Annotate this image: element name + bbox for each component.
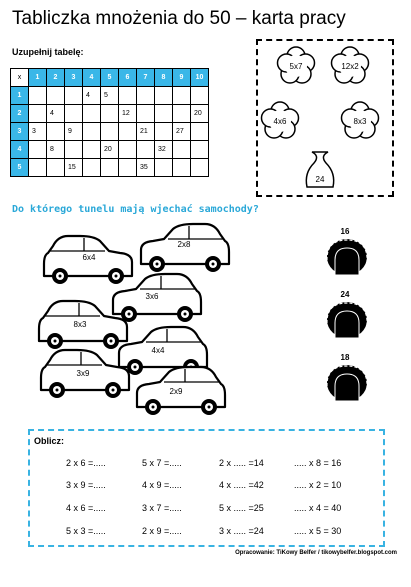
- col-header: 1: [29, 69, 47, 87]
- table-cell[interactable]: [119, 159, 137, 177]
- row-header: 5: [11, 159, 29, 177]
- table-cell[interactable]: [65, 141, 83, 159]
- table-cell[interactable]: [65, 87, 83, 105]
- table-cell[interactable]: 20: [101, 141, 119, 159]
- table-cell[interactable]: [101, 159, 119, 177]
- car-label: 4x4: [151, 346, 165, 355]
- multiplication-table: [10, 68, 209, 177]
- table-cell[interactable]: 9: [65, 123, 83, 141]
- table-row: [11, 123, 209, 141]
- table-cell[interactable]: [83, 159, 101, 177]
- exercise-item[interactable]: 2 x 6 =.....: [66, 458, 106, 468]
- table-cell[interactable]: [191, 159, 209, 177]
- row-header: 2: [11, 105, 29, 123]
- exercise-item[interactable]: ..... x 5 = 30: [294, 526, 342, 536]
- col-header: 7: [137, 69, 155, 87]
- credit-line: Opracowanie: TiKowy Belfer / tikowybelfer.blogspot.com: [235, 550, 397, 556]
- exercise-item[interactable]: 3 x 9 =.....: [66, 480, 106, 490]
- exercise-item[interactable]: 5 x ..... =25: [219, 503, 264, 513]
- exercise-item[interactable]: 4 x 6 =.....: [66, 503, 106, 513]
- table-cell[interactable]: [83, 123, 101, 141]
- flowers-vase-drawing: [258, 41, 392, 195]
- exercise-item[interactable]: 4 x ..... =42: [219, 480, 264, 490]
- table-cell[interactable]: 5: [101, 87, 119, 105]
- row-header: 3: [11, 123, 29, 141]
- exercises-label: Oblicz:: [34, 436, 65, 446]
- table-cell[interactable]: [47, 123, 65, 141]
- exercise-item[interactable]: 2 x 9 =.....: [142, 526, 182, 536]
- vase-icon[interactable]: [306, 152, 333, 187]
- flower-icon[interactable]: [332, 47, 369, 83]
- table-cell[interactable]: [47, 87, 65, 105]
- car-label: 8x3: [73, 320, 87, 329]
- table-cell[interactable]: [173, 141, 191, 159]
- exercise-item[interactable]: 3 x 7 =.....: [142, 503, 182, 513]
- table-cell[interactable]: [29, 87, 47, 105]
- flower-label: 5x7: [289, 62, 303, 71]
- table-cell[interactable]: 20: [191, 105, 209, 123]
- table-row: [11, 105, 209, 123]
- flower-label: 4x6: [273, 117, 287, 126]
- flower-label: 8x3: [353, 117, 367, 126]
- table-cell[interactable]: [83, 141, 101, 159]
- table-cell[interactable]: [173, 87, 191, 105]
- col-header: 3: [65, 69, 83, 87]
- col-header: 10: [191, 69, 209, 87]
- exercise-item[interactable]: 5 x 7 =.....: [142, 458, 182, 468]
- car-icon[interactable]: [137, 367, 225, 415]
- car-label: 2x8: [177, 240, 191, 249]
- col-header: 5: [101, 69, 119, 87]
- table-cell[interactable]: [65, 105, 83, 123]
- table-cell[interactable]: [155, 105, 173, 123]
- flower-icon[interactable]: [262, 102, 299, 138]
- table-cell[interactable]: 35: [137, 159, 155, 177]
- col-header: 4: [83, 69, 101, 87]
- car-label: 3x9: [76, 369, 90, 378]
- exercise-item[interactable]: ..... x 4 = 40: [294, 503, 342, 513]
- flowers-vase-box: [256, 39, 394, 197]
- table-cell[interactable]: 4: [83, 87, 101, 105]
- exercise-item[interactable]: ..... x 2 = 10: [294, 480, 342, 490]
- table-cell[interactable]: 15: [65, 159, 83, 177]
- table-cell[interactable]: 4: [47, 105, 65, 123]
- exercise-item[interactable]: 4 x 9 =.....: [142, 480, 182, 490]
- exercise-item[interactable]: 3 x ..... =24: [219, 526, 264, 536]
- tunnel-icon[interactable]: [327, 290, 367, 338]
- tunnel-label: 24: [340, 290, 350, 299]
- table-cell[interactable]: [155, 123, 173, 141]
- table-cell[interactable]: 8: [47, 141, 65, 159]
- tunnel-label: 18: [340, 353, 350, 362]
- table-cell[interactable]: [119, 87, 137, 105]
- cars-question: Do którego tunelu mają wjechać samochody?: [12, 204, 259, 215]
- table-row: [11, 141, 209, 159]
- table-cell[interactable]: [29, 141, 47, 159]
- table-corner: x: [11, 69, 29, 87]
- table-cell[interactable]: [29, 105, 47, 123]
- cars-tunnels-drawing: [0, 220, 411, 420]
- table-header-row: [11, 69, 209, 87]
- table-cell[interactable]: [29, 159, 47, 177]
- table-cell[interactable]: [191, 87, 209, 105]
- table-cell[interactable]: 21: [137, 123, 155, 141]
- table-cell[interactable]: 27: [173, 123, 191, 141]
- table-cell[interactable]: [119, 141, 137, 159]
- table-cell[interactable]: 12: [119, 105, 137, 123]
- table-cell[interactable]: [119, 123, 137, 141]
- row-header: 1: [11, 87, 29, 105]
- table-cell[interactable]: [155, 87, 173, 105]
- table-cell[interactable]: [173, 159, 191, 177]
- row-header: 4: [11, 141, 29, 159]
- table-cell[interactable]: [101, 105, 119, 123]
- col-header: 2: [47, 69, 65, 87]
- exercise-item[interactable]: ..... x 8 = 16: [294, 458, 342, 468]
- table-instruction: Uzupełnij tabelę:: [12, 47, 84, 57]
- table-cell[interactable]: [173, 105, 191, 123]
- car-label: 6x4: [82, 253, 96, 262]
- tunnel-icon[interactable]: [327, 227, 367, 275]
- car-icon[interactable]: [141, 224, 229, 272]
- table-cell[interactable]: 3: [29, 123, 47, 141]
- table-cell[interactable]: [101, 123, 119, 141]
- col-header: 9: [173, 69, 191, 87]
- exercise-item[interactable]: 5 x 3 =.....: [66, 526, 106, 536]
- col-header: 6: [119, 69, 137, 87]
- vase-label: 24: [315, 175, 325, 184]
- table-cell[interactable]: [191, 141, 209, 159]
- table-cell[interactable]: [47, 159, 65, 177]
- table-row: [11, 159, 209, 177]
- car-icon[interactable]: [44, 236, 132, 284]
- table-cell[interactable]: [137, 141, 155, 159]
- table-cell[interactable]: 32: [155, 141, 173, 159]
- exercise-item[interactable]: 2 x ..... =14: [219, 458, 264, 468]
- table-row: [11, 87, 209, 105]
- table-cell[interactable]: [137, 87, 155, 105]
- table-cell[interactable]: [137, 105, 155, 123]
- car-label: 3x6: [145, 292, 159, 301]
- flower-icon[interactable]: [342, 102, 379, 138]
- tunnel-icon[interactable]: [327, 353, 367, 401]
- car-icon[interactable]: [41, 350, 129, 398]
- table-cell[interactable]: [83, 105, 101, 123]
- car-icon[interactable]: [113, 274, 201, 322]
- flower-label: 12x2: [341, 62, 359, 71]
- tunnel-label: 16: [340, 227, 350, 236]
- table-cell[interactable]: [191, 123, 209, 141]
- car-label: 2x9: [169, 387, 183, 396]
- col-header: 8: [155, 69, 173, 87]
- flower-icon[interactable]: [278, 47, 315, 83]
- page-title: Tabliczka mnożenia do 50 – karta pracy: [12, 8, 346, 29]
- table-cell[interactable]: [155, 159, 173, 177]
